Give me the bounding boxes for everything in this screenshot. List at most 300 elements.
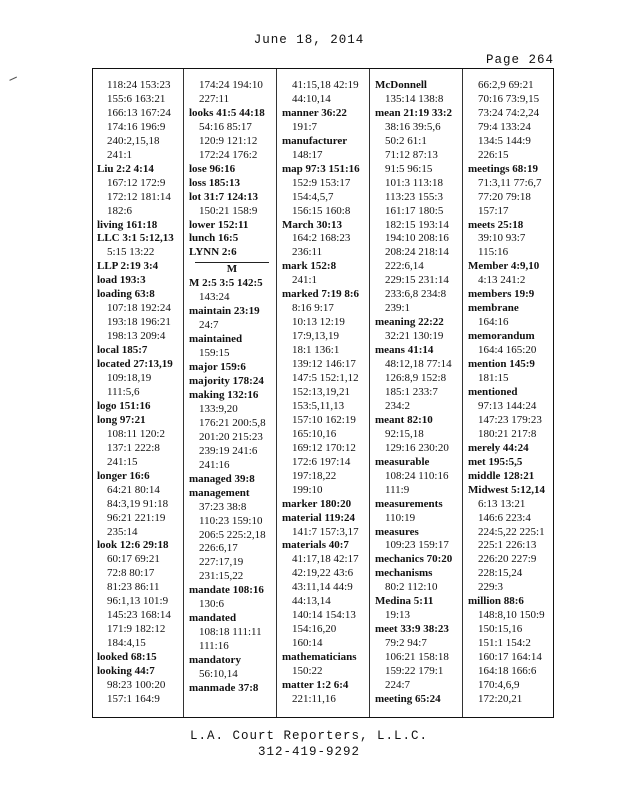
index-entry: [189, 654, 275, 682]
page-line-refs: 66:2,9 69:21: [478, 79, 534, 91]
page-line-refs: 165:10,16: [292, 427, 337, 440]
index-term: mentioned: [468, 385, 518, 398]
page-line-refs: 159:22 179:1: [385, 665, 444, 678]
page-line-refs: 141:7 157:3,17: [292, 525, 359, 538]
index-term: LYNN 2:6: [189, 246, 237, 259]
page-line-refs: 135:14 138:8: [385, 92, 444, 105]
page-line-refs: 182:15 193:14: [385, 218, 449, 231]
page-line-refs: 153:5,11,13: [292, 399, 345, 412]
index-entry: [97, 665, 181, 707]
column-divider: [369, 69, 370, 717]
page-line-refs: 241:1: [107, 148, 133, 161]
index-entry: [189, 232, 275, 246]
page-line-refs: 167:12 172:9: [107, 176, 166, 189]
page-line-refs: 96:21 221:19: [107, 511, 166, 524]
index-term: mathematicians: [282, 651, 357, 664]
page-line-refs: 233:6,8 234:8: [385, 288, 447, 301]
page-line-refs: 182:6: [107, 204, 133, 217]
page-line-refs: 111:5,6: [107, 385, 140, 398]
index-term: located 27:13,19: [97, 358, 173, 371]
page-line-refs: 164:2 168:23: [292, 232, 351, 245]
page-line-refs: 236:11: [292, 246, 323, 259]
page-line-refs: 155:6 163:21: [107, 92, 166, 105]
page-line-refs: 113:23 155:3: [385, 190, 443, 203]
page-line-refs: 227:11: [199, 92, 230, 105]
page-line-refs: 5:15 13:22: [107, 246, 155, 259]
footer-reporter: L.A. Court Reporters, L.L.C.: [189, 729, 429, 743]
page-line-refs: 164:18 166:6: [478, 665, 537, 678]
page-line-refs: 91:5 96:15: [385, 162, 433, 175]
index-entry: [375, 498, 461, 526]
page-line-refs: 226:20 227:9: [478, 553, 537, 566]
index-entry: [97, 232, 181, 260]
index-entry: [189, 177, 275, 191]
index-entry: [468, 386, 552, 442]
index-term: making 132:16: [189, 388, 259, 401]
page-line-refs: 226:6,17: [199, 542, 238, 555]
page-line-refs: 32:21 130:19: [385, 330, 444, 343]
page-line-refs: 54:16 85:17: [199, 120, 252, 133]
index-term: mechanics 70:20: [375, 553, 453, 566]
index-term: managed 39:8: [189, 472, 255, 485]
page-line-refs: 176:21 200:5,8: [199, 416, 266, 429]
index-entry: [282, 539, 368, 651]
index-entry: [468, 260, 552, 288]
word-index-box: [92, 68, 554, 718]
column-divider: [462, 69, 463, 717]
page-line-refs: 84:3,19 91:18: [107, 497, 169, 510]
page-line-refs: 224:5,22 225:1: [478, 525, 545, 538]
index-term: local 185:7: [97, 344, 148, 357]
page-line-refs: 240:2,15,18: [107, 134, 160, 147]
page-line-refs: 111:16: [199, 640, 229, 653]
index-entry: [189, 612, 275, 654]
index-entry: [282, 512, 368, 540]
page-line-refs: 174:24 194:10: [199, 79, 263, 91]
index-term: members 19:9: [468, 288, 535, 301]
page-line-refs: 106:21 158:18: [385, 651, 449, 664]
page-line-refs: 44:10,14: [292, 92, 331, 105]
index-entry: [282, 107, 368, 135]
page-line-refs: 161:17 180:5: [385, 204, 444, 217]
index-term: longer 16:6: [97, 469, 150, 482]
page-line-refs: 80:2 112:10: [385, 581, 438, 594]
index-entry: [375, 623, 461, 693]
index-entry: [282, 79, 368, 107]
index-entry: [375, 316, 461, 344]
page-line-refs: 109:23 159:17: [385, 539, 449, 552]
page-line-refs: 172:12 181:14: [107, 190, 171, 203]
index-term: measurable: [375, 455, 430, 468]
page-number: Page 264: [485, 53, 554, 67]
page-line-refs: 206:5 225:2,18: [199, 528, 266, 541]
page-line-refs: 19:13: [385, 609, 411, 622]
index-term: map 97:3 151:16: [282, 162, 360, 175]
page-line-refs: 229:15 231:14: [385, 274, 449, 287]
page-line-refs: 193:18 196:21: [107, 316, 171, 329]
index-entry: [375, 79, 461, 107]
index-entry: [282, 163, 368, 219]
index-term: meeting 65:24: [375, 692, 441, 705]
page-line-refs: 159:15: [199, 347, 230, 360]
page-line-refs: 134:5 144:9: [478, 134, 531, 147]
page-line-refs: 139:12 146:17: [292, 358, 356, 371]
page-line-refs: 152:13,19,21: [292, 385, 351, 398]
index-term: merely 44:24: [468, 441, 529, 454]
index-term: met 195:5,5: [468, 455, 523, 468]
index-term: load 193:3: [97, 274, 146, 287]
page-line-refs: 197:18,22: [292, 469, 337, 482]
index-term: maintained: [189, 333, 243, 346]
index-entry: [97, 539, 181, 651]
index-term: lose 96:16: [189, 162, 236, 175]
index-term: Medina 5:11: [375, 595, 434, 608]
page-line-refs: 154:4,5,7: [292, 190, 334, 203]
index-entry: [468, 456, 552, 470]
index-term: looking 44:7: [97, 665, 155, 678]
page-line-refs: 24:7: [199, 319, 219, 332]
index-entry: [189, 584, 275, 612]
page-line-refs: 239:1: [385, 302, 411, 315]
index-term: M 2:5 3:5 142:5: [189, 277, 263, 290]
page-line-refs: 4:13 241:2: [478, 274, 526, 287]
index-term: long 97:21: [97, 413, 146, 426]
index-term: marker 180:20: [282, 497, 352, 510]
index-entry: [375, 344, 461, 414]
index-entry: [468, 595, 552, 707]
page-line-refs: 143:24: [199, 291, 230, 304]
page-line-refs: 224:7: [385, 678, 411, 691]
page-line-refs: 164:4 165:20: [478, 344, 537, 357]
index-entry: [468, 288, 552, 302]
page-line-refs: 147:23 179:23: [478, 413, 542, 426]
index-entry: [468, 330, 552, 358]
index-term: lot 31:7 124:13: [189, 190, 259, 203]
index-term: meet 33:9 38:23: [375, 623, 449, 636]
index-term: material 119:24: [282, 511, 356, 524]
page-line-refs: 239:19 241:6: [199, 444, 258, 457]
page-line-refs: 71:3,11 77:6,7: [478, 176, 542, 189]
index-entry: [375, 595, 461, 623]
page-line-refs: 181:15: [478, 372, 509, 385]
index-column-3: [282, 79, 368, 707]
page-line-refs: 226:15: [478, 148, 509, 161]
page-line-refs: 118:24 153:23: [107, 79, 171, 91]
index-term: McDonnell: [375, 79, 427, 91]
index-entry: [282, 651, 368, 679]
page-line-refs: 157:1 164:9: [107, 692, 160, 705]
index-term: Member 4:9,10: [468, 260, 540, 273]
index-entry: [189, 219, 275, 233]
page-line-refs: 185:1 233:7: [385, 385, 438, 398]
index-entry: [468, 79, 552, 163]
index-entry: [375, 693, 461, 707]
page-line-refs: 169:12 170:12: [292, 441, 356, 454]
index-column-2: [189, 79, 275, 707]
index-term: lunch 16:5: [189, 232, 239, 245]
page-line-refs: 225:1 226:13: [478, 539, 537, 552]
index-term: mandated: [189, 612, 237, 625]
page-line-refs: 43:11,14 44:9: [292, 581, 353, 594]
index-entry: [97, 219, 181, 233]
index-term: loading 63:8: [97, 288, 155, 301]
page-line-refs: 18:1 136:1: [292, 344, 340, 357]
page-line-refs: 184:4,15: [107, 637, 146, 650]
page-line-refs: 164:16: [478, 316, 509, 329]
page-line-refs: 150:22: [292, 665, 323, 678]
index-entry: [97, 358, 181, 400]
index-term: meaning 22:22: [375, 316, 444, 329]
page-line-refs: 110:23 159:10: [199, 514, 263, 527]
page-line-refs: 147:5 152:1,12: [292, 372, 359, 385]
index-column-4: [375, 79, 461, 707]
page-line-refs: 231:15,22: [199, 570, 244, 583]
page-line-refs: 108:11 120:2: [107, 427, 165, 440]
page-line-refs: 148:17: [292, 148, 323, 161]
index-term: measures: [375, 525, 419, 538]
index-entry: [97, 344, 181, 358]
page-line-refs: 222:6,14: [385, 260, 424, 273]
index-term: looked 68:15: [97, 651, 157, 664]
page-line-refs: 130:6: [199, 598, 225, 611]
index-entry: [189, 361, 275, 375]
page-line-refs: 44:13,14: [292, 595, 331, 608]
index-entry: [189, 191, 275, 219]
index-term: million 88:6: [468, 595, 524, 608]
index-entry: [282, 219, 368, 261]
page-line-refs: 201:20 215:23: [199, 430, 263, 443]
index-entry: [97, 470, 181, 540]
page-line-refs: 228:15,24: [478, 567, 523, 580]
page-line-refs: 64:21 80:14: [107, 483, 160, 496]
index-entry: [189, 107, 275, 163]
index-entry: [375, 526, 461, 554]
index-entry: [189, 473, 275, 487]
page-line-refs: 110:19: [385, 511, 416, 524]
page-line-refs: 234:2: [385, 399, 411, 412]
page-line-refs: 70:16 73:9,15: [478, 92, 540, 105]
index-entry: [97, 400, 181, 414]
page-line-refs: 42:19,22 43:6: [292, 567, 354, 580]
page-line-refs: 108:18 111:11: [199, 626, 262, 639]
index-entry: [375, 414, 461, 456]
page-line-refs: 96:1,13 101:9: [107, 595, 169, 608]
index-term: major 159:6: [189, 361, 246, 374]
page-line-refs: 235:14: [107, 525, 138, 538]
page-line-refs: 194:10 208:16: [385, 232, 449, 245]
page-line-refs: 60:17 69:21: [107, 553, 160, 566]
page-line-refs: 6:13 13:21: [478, 497, 526, 510]
index-term: measurements: [375, 497, 443, 510]
index-term: middle 128:21: [468, 469, 535, 482]
index-term: manmade 37:8: [189, 681, 259, 694]
page-line-refs: 81:23 86:11: [107, 581, 160, 594]
page-line-refs: 191:7: [292, 120, 318, 133]
page-line-refs: 133:9,20: [199, 402, 238, 415]
index-entry: [97, 288, 181, 344]
index-term: memorandum: [468, 330, 535, 343]
page-line-refs: 227:17,19: [199, 556, 244, 569]
page-line-refs: 79:2 94:7: [385, 637, 427, 650]
index-term: meant 82:10: [375, 413, 433, 426]
index-entry: [97, 79, 181, 163]
index-column-5: [468, 79, 552, 707]
page-line-refs: 166:13 167:24: [107, 106, 171, 119]
page-line-refs: 208:24 218:14: [385, 246, 449, 259]
page-line-refs: 156:15 160:8: [292, 204, 351, 217]
index-entry: [189, 682, 275, 696]
index-term: mark 152:8: [282, 260, 337, 273]
index-entry: [375, 553, 461, 567]
page-line-refs: 157:10 162:19: [292, 413, 356, 426]
index-term: March 30:13: [282, 218, 342, 231]
page-line-refs: 241:15: [107, 455, 138, 468]
page-line-refs: 10:13 12:19: [292, 316, 345, 329]
page-line-refs: 160:17 164:14: [478, 651, 542, 664]
page-line-refs: 221:11,16: [292, 692, 336, 705]
index-term: manner 36:22: [282, 106, 347, 119]
page-line-refs: 229:3: [478, 581, 504, 594]
page-line-refs: 107:18 192:24: [107, 302, 171, 315]
page-line-refs: 17:9,13,19: [292, 330, 340, 343]
page-line-refs: 241:1: [292, 274, 318, 287]
page-line-refs: 171:9 182:12: [107, 623, 166, 636]
index-term: marked 7:19 8:6: [282, 288, 359, 301]
index-term: meets 25:18: [468, 218, 524, 231]
page-line-refs: 170:4,6,9: [478, 678, 520, 691]
index-entry: [282, 679, 368, 707]
index-entry: [189, 246, 275, 260]
header-date: June 18, 2014: [253, 33, 365, 47]
column-divider: [183, 69, 184, 717]
page-line-refs: 129:16 230:20: [385, 441, 449, 454]
index-entry: [375, 567, 461, 595]
index-entry: [97, 274, 181, 288]
page-line-refs: 154:16,20: [292, 623, 337, 636]
page-line-refs: 199:10: [292, 483, 323, 496]
page-line-refs: 151:1 154:2: [478, 637, 531, 650]
index-term: living 161:18: [97, 218, 158, 231]
page-line-refs: 150:21 158:9: [199, 204, 258, 217]
index-entry: [375, 456, 461, 498]
index-term: maintain 23:19: [189, 305, 260, 318]
page-line-refs: 71:12 87:13: [385, 148, 438, 161]
page-line-refs: 50:2 61:1: [385, 134, 427, 147]
page-line-refs: 198:13 209:4: [107, 330, 166, 343]
page-line-refs: 174:16 196:9: [107, 120, 166, 133]
page-line-refs: 152:9 153:17: [292, 176, 351, 189]
index-term: means 41:14: [375, 344, 434, 357]
index-term: mandate 108:16: [189, 584, 264, 597]
page-line-refs: 111:9: [385, 483, 410, 496]
index-entry: [468, 442, 552, 456]
page-line-refs: 140:14 154:13: [292, 609, 356, 622]
index-entry: [468, 358, 552, 386]
index-term: lower 152:11: [189, 218, 249, 231]
index-term: meetings 68:19: [468, 162, 538, 175]
page-line-refs: 37:23 38:8: [199, 500, 247, 513]
index-entry: [468, 470, 552, 484]
page-line-refs: 108:24 110:16: [385, 469, 449, 482]
page-line-refs: 56:10,14: [199, 668, 238, 681]
index-entry: [189, 389, 275, 473]
index-entry: [282, 135, 368, 163]
page-line-refs: 137:1 222:8: [107, 441, 160, 454]
index-entry: [97, 260, 181, 274]
page-line-refs: 160:14: [292, 637, 323, 650]
page-line-refs: 241:16: [199, 458, 230, 471]
index-term: LLC 3:1 5:12,13: [97, 232, 174, 245]
page-line-refs: 98:23 100:20: [107, 678, 166, 691]
column-divider: [276, 69, 277, 717]
index-term: mechanisms: [375, 567, 433, 580]
page-line-refs: 150:15,16: [478, 623, 523, 636]
page-line-refs: 41:15,18 42:19: [292, 79, 359, 91]
page-line-refs: 172:6 197:14: [292, 455, 351, 468]
index-term: looks 41:5 44:18: [189, 106, 265, 119]
index-entry: [282, 498, 368, 512]
page-line-refs: 120:9 121:12: [199, 134, 258, 147]
index-term: membrane: [468, 302, 519, 315]
page-line-refs: 38:16 39:5,6: [385, 120, 441, 133]
index-entry: [189, 277, 275, 305]
page-line-refs: 92:15,18: [385, 427, 424, 440]
page-line-refs: 109:18,19: [107, 372, 152, 385]
index-term: materials 40:7: [282, 539, 349, 552]
page-line-refs: 101:3 113:18: [385, 176, 443, 189]
page-line-refs: 72:8 80:17: [107, 567, 155, 580]
page-line-refs: 79:4 133:24: [478, 120, 531, 133]
index-entry: [189, 163, 275, 177]
index-entry: [97, 651, 181, 665]
index-term: manufacturer: [282, 134, 348, 147]
index-term: LLP 2:19 3:4: [97, 260, 159, 273]
index-term: matter 1:2 6:4: [282, 678, 349, 691]
index-term: Midwest 5:12,14: [468, 483, 545, 496]
index-term: logo 151:16: [97, 399, 151, 412]
index-term: majority 178:24: [189, 375, 264, 388]
index-term: mean 21:19 33:2: [375, 106, 452, 119]
page-line-refs: 157:17: [478, 204, 509, 217]
page-line-refs: 97:13 144:24: [478, 399, 537, 412]
index-entry: [189, 375, 275, 389]
page-line-refs: 48:12,18 77:14: [385, 358, 452, 371]
page-line-refs: 8:16 9:17: [292, 302, 334, 315]
section-letter: M: [226, 263, 238, 276]
margin-mark: [9, 77, 18, 85]
index-entry: [189, 333, 275, 361]
index-entry: [189, 79, 275, 107]
index-entry: [189, 305, 275, 333]
index-term: management: [189, 486, 250, 499]
index-term: Liu 2:2 4:14: [97, 162, 154, 175]
page-line-refs: 39:10 93:7: [478, 232, 526, 245]
index-term: mandatory: [189, 654, 241, 667]
index-entry: [468, 484, 552, 596]
page-line-refs: 41:17,18 42:17: [292, 553, 359, 566]
index-term: mention 145:9: [468, 358, 535, 371]
index-entry: [282, 260, 368, 288]
index-entry: [468, 219, 552, 261]
page-line-refs: 73:24 74:2,24: [478, 106, 540, 119]
index-entry: [282, 288, 368, 497]
index-entry: [97, 414, 181, 470]
page-line-refs: 172:24 176:2: [199, 148, 258, 161]
index-term: loss 185:13: [189, 176, 241, 189]
page-line-refs: 145:23 168:14: [107, 609, 171, 622]
index-column-1: [97, 79, 181, 707]
footer-phone: 312-419-9292: [257, 745, 360, 759]
